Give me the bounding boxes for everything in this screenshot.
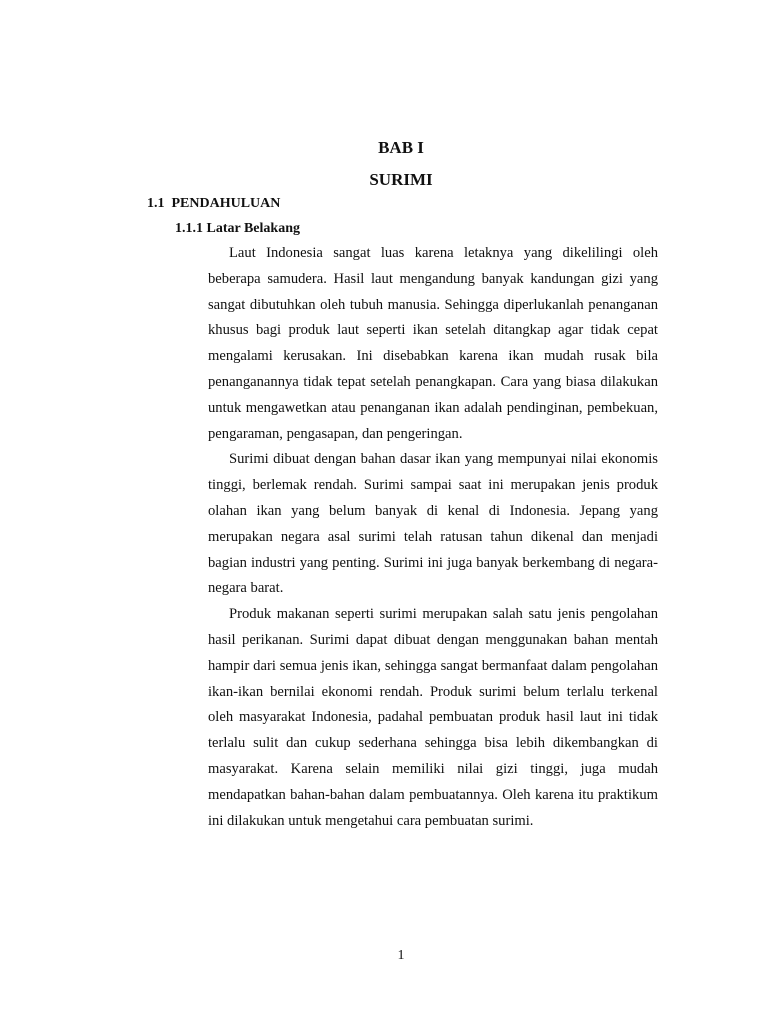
section-heading: 1.1 PENDAHULUAN [147, 196, 281, 211]
body-text [208, 241, 658, 834]
subsection-heading: 1.1.1 Latar Belakang [175, 221, 300, 236]
chapter-label: BAB I [378, 138, 424, 157]
paragraph-1: Laut Indonesia sangat luas karena letaknya yang dikelilingi oleh beberapa samudera. Hasil laut mengandung banyak kandungan gizi yang sangat dibutuhkan oleh tubuh manusia. Sehingga diperlukanlah penanganan khusus bagi produk laut seperti ikan setelah ditangkap agar tidak cepat mengalami kerusakan. Ini disebabkan karena ikan mudah rusak bila penanganannya tidak tepat setelah penangkapan. Cara yang biasa dilakukan untuk mengawetkan atau penanganan ikan adalah pendinginan, pembekuan, pengaraman, pengasapan, dan pengeringan. [208, 245, 658, 442]
chapter-title: SURIMI [369, 170, 433, 189]
page-number: 1 [397, 948, 405, 963]
paragraph-2: Surimi dibuat dengan bahan dasar ikan yang mempunyai nilai ekonomis tinggi, berlemak rendah. Surimi sampai saat ini merupakan jenis produk olahan ikan yang belum banyak di kenal di Indonesia. Jepang yang merupakan negara asal surimi telah ratusan tahun dikenal dan menjadi bagian industri yang penting. Surimi ini juga banyak berkembang di negara-negara barat. [208, 451, 658, 597]
paragraph-3: Produk makanan seperti surimi merupakan salah satu jenis pengolahan hasil perikanan. Surimi dapat dibuat dengan menggunakan bahan mentah hampir dari semua jenis ikan, sehingga sangat bermanfaat dalam pengolahan ikan-ikan bernilai ekonomi rendah. Produk surimi belum terlalu terkenal oleh masyarakat Indonesia, padahal pembuatan produk hasil laut ini tidak terlalu sulit dan cukup sederhana sehingga bisa lebih dikembangkan di masyarakat. Karena selain memiliki nilai gizi tinggi, juga mudah mendapatkan bahan-bahan dalam pembuatannya. Oleh karena itu praktikum ini dilakukan untuk mengetahui cara pembuatan surimi. [208, 606, 658, 829]
